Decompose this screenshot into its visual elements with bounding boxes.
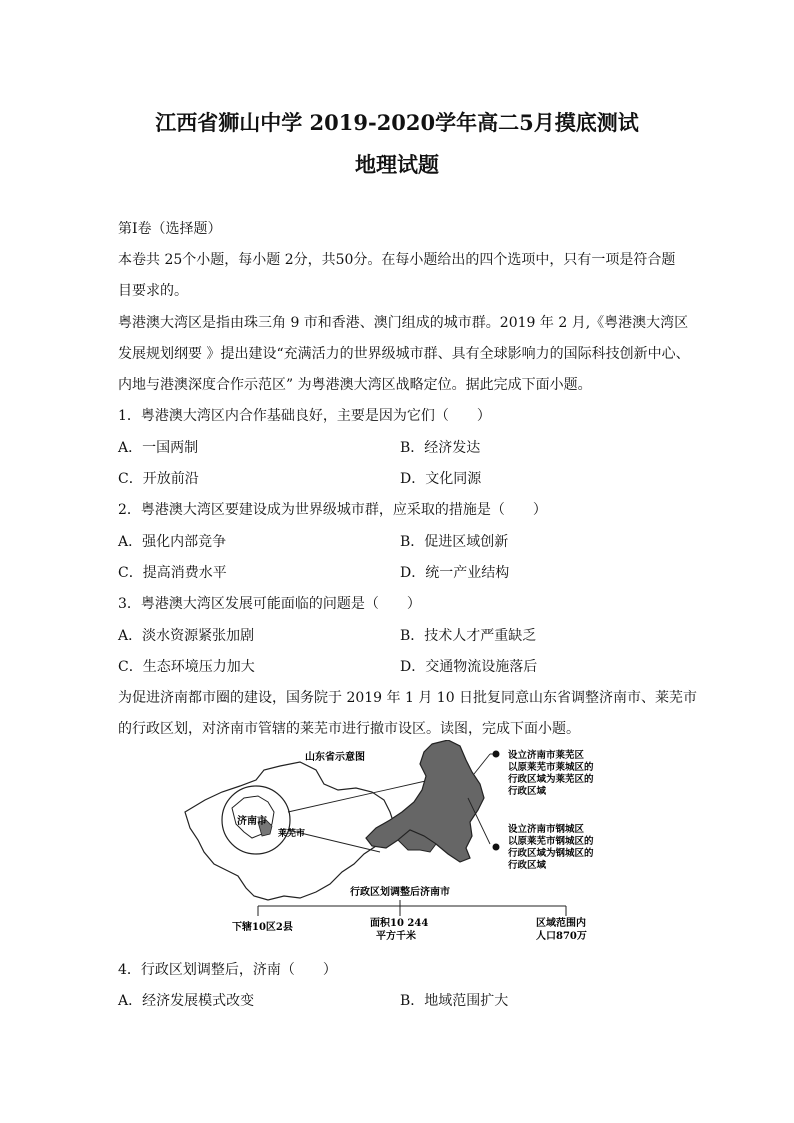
q2-option-c: C．提高消费水平 [118, 565, 227, 581]
q4-stem: 4．行政区划调整后，济南（ ） [118, 962, 337, 978]
q2-stem: 2．粤港澳大湾区要建设成为世界级城市群，应采取的措施是（ ） [118, 502, 547, 518]
q2-option-a: A．强化内部竞争 [118, 534, 227, 550]
tree-leaf-3b: 人口870万 [536, 931, 587, 942]
q3-option-a: A．淡水资源紧张加剧 [118, 628, 255, 644]
q4-option-a: A．经济发展模式改变 [118, 993, 255, 1009]
q1-option-d: D．文化同源 [400, 471, 482, 487]
q3-stem: 3．粤港澳大湾区发展可能面临的问题是（ ） [118, 596, 421, 612]
label-laiwu: 莱芜市 [278, 829, 306, 839]
passage1-line-2: 发展规划纲要 》提出建设“充满活力的世界级城市群、具有全球影响力的国际科技创新中心、 [118, 346, 690, 362]
q3-option-b: B．技术人才严重缺乏 [400, 628, 537, 644]
exam-title: 江西省狮山中学 2019-2020学年高二5月摸底测试 [155, 110, 639, 135]
passage2-line-1: 为促进济南都市圈的建设，国务院于 2019 年 1 月 10 日批复同意山东省调整济南市、莱芜市 [118, 690, 698, 706]
instructions-line-1: 本卷共 25个小题，每小题 2分，共50分。在每小题给出的四个选项中，只有一项是符合题 [118, 252, 676, 268]
tree-leaf-2b: 平方千米 [376, 931, 416, 942]
section-heading: 第Ⅰ卷（选择题） [118, 221, 222, 237]
q2-option-b: B．促进区域创新 [400, 534, 509, 550]
instructions-line-2: 目要求的。 [118, 283, 188, 299]
passage1-line-1: 粤港澳大湾区是指由珠三角 9 市和香港、澳门组成的城市群。2019 年 2 月,《粤港澳大湾区 [118, 315, 689, 331]
map-title: 山东省示意图 [305, 752, 365, 763]
tree-leaf-1: 下辖10区2县 [232, 922, 293, 933]
q2-option-d: D．统一产业结构 [400, 565, 510, 581]
tree-leaf-2a: 面积10 244 [370, 918, 429, 929]
q3-option-c: C．生态环境压力加大 [118, 659, 255, 675]
note1-line4: 行政区域 [508, 786, 547, 797]
note2-line1: 设立济南市钢城区 [508, 824, 585, 835]
q1-option-b: B．经济发达 [400, 440, 481, 456]
q1-option-a: A．一国两制 [118, 440, 199, 456]
tree-title: 行政区划调整后济南市 [350, 887, 450, 898]
note1-line1: 设立济南市莱芜区 [508, 750, 585, 761]
note2-line4: 行政区域 [508, 860, 547, 871]
q1-option-c: C．开放前沿 [118, 471, 199, 487]
tree-leaf-3a: 区域范围内 [536, 918, 586, 929]
passage1-line-3: 内地与港澳深度合作示范区” 为粤港澳大湾区战略定位。据此完成下面小题。 [118, 377, 592, 393]
passage2-line-2: 的行政区划，对济南市管辖的莱芜市进行撤市设区。读图，完成下面小题。 [118, 721, 580, 737]
note2-line2: 以原莱芜市钢城区的 [508, 836, 594, 847]
exam-subject: 地理试题 [355, 152, 439, 177]
q4-option-b: B．地域范围扩大 [400, 993, 509, 1009]
label-jinan: 济南市 [237, 816, 267, 827]
note1-line2: 以原莱芜市莱城区的 [508, 762, 594, 773]
q1-stem: 1．粤港澳大湾区内合作基础良好，主要是因为它们（ ） [118, 408, 491, 424]
note1-line3: 行政区域为莱芜区的 [508, 774, 594, 785]
jinan-map-figure [0, 740, 794, 950]
q3-option-d: D．交通物流设施落后 [400, 659, 538, 675]
note2-line3: 行政区域为钢城区的 [508, 848, 594, 859]
